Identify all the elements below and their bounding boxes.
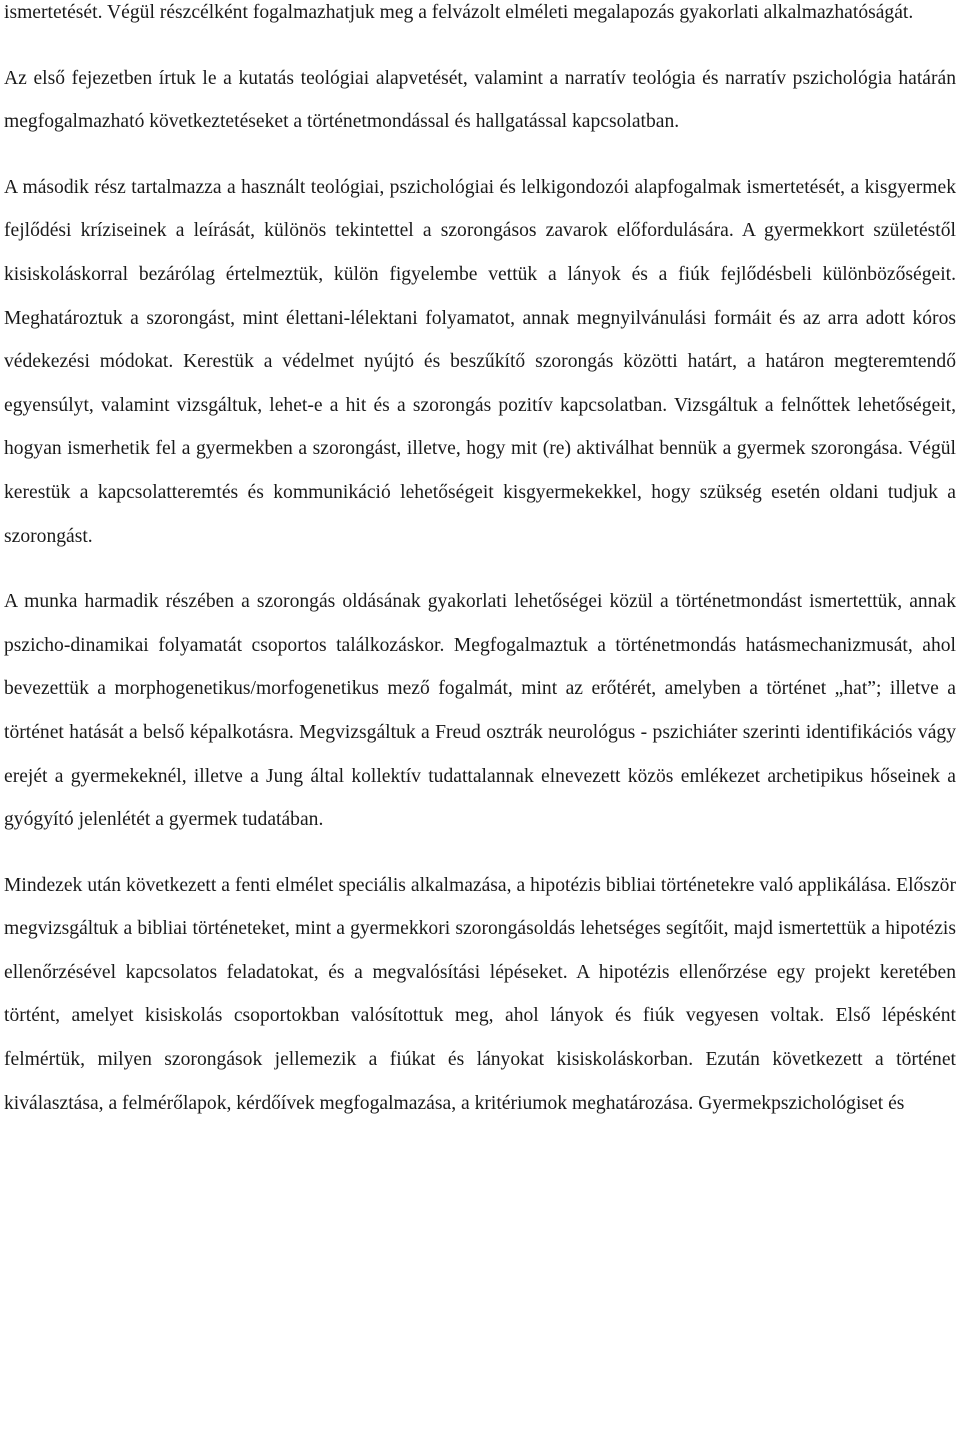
document-page — [4, 0, 956, 1147]
paragraph-intro-continuation: ismertetését. Végül részcélként fogalmazhatjuk meg a felvázolt elméleti megalapozás gyakorlati alkalmazhatóságát. — [4, 2, 914, 23]
paragraph-part-three: A munka harmadik részében a szorongás oldásának gyakorlati lehetőségei közül a történetmondást ismertettük, annak pszicho-dinamikai folyamatát csoportos találkozáskor. Megfogalmaztuk a történetmondás hatásmechanizmusát, ahol bevezettük a morphogenetikus/morfogenetikus mező fogalmát, mint az erőtérét, amelyben a történet „hat”; illetve a történet hatását a belső képalkotásra. Megvizsgáltuk a Freud osztrák neurológus - pszichiáter szerinti identifikációs vágy erejét a gyermekeknél, illetve a Jung által kollektív tudattalannak elnevezett közös emlékezet archetipikus hőseinek a gyógyító jelenlétét a gyermek tudatában. — [4, 591, 956, 831]
paragraph-chapter-one: Az első fejezetben írtuk le a kutatás teológiai alapvetését, valamint a narratív teológia és narratív pszichológia határán megfogalmazható következtetéseket a történetmondással és hallgatással kapcsolatban. — [4, 67, 956, 133]
paragraph-part-two: A második rész tartalmazza a használt teológiai, pszichológiai és lelkigondozói alapfogalmak ismertetését, a kisgyermek fejlődési kríziseinek a leírását, különös tekintettel a szorongásos zavarok előfordulására. A gyermekkort születéstől kisiskoláskorral bezárólag értelmeztük, külön figyelembe vettük a lányok és a fiúk fejlődésbeli különbözőségeit. Meghatároztuk a szorongást, mint élettani-lélektani folyamatot, annak megnyilvánulási formáit és az arra adott kóros védekezési módokat. Kerestük a védelmet nyújtó és beszűkítő szorongás közötti határt, a határon megteremtendő egyensúlyt, valamint vizsgáltuk, lehet-e a hit és a szorongás pozitív kapcsolatban. Vizsgáltuk a felnőttek lehetőségeit, hogyan ismerhetik fel a gyermekben a szorongást, illetve, hogy mit (re) aktiválhat bennük a gyermek szorongása. Végül kerestük a kapcsolatteremtés és kommunikáció lehetőségeit kisgyermekekkel, hogy szükség esetén oldani tudjuk a szorongást. — [4, 176, 956, 547]
paragraph-application: Mindezek után következett a fenti elmélet speciális alkalmazása, a hipotézis bibliai történetekre való applikálása. Először megvizsgáltuk a bibliai történeteket, mint a gyermekkori szorongásoldás lehetséges segítőit, majd ismertettük a hipotézis ellenőrzésével kapcsolatos feladatokat, és a megvalósítási lépéseket. A hipotézis ellenőrzése egy projekt keretében történt, amelyet kisiskolás csoportokban valósítottuk meg, ahol lányok és fiúk vegyesen voltak. Első lépésként felmértük, milyen szorongások jellemezik a fiúkat és lányokat kisiskoláskorban. Ezután következett a történet kiválasztása, a felmérőlapok, kérdőívek megfogalmazása, a kritériumok meghatározása. Gyermekpszichológiset és — [4, 874, 956, 1114]
